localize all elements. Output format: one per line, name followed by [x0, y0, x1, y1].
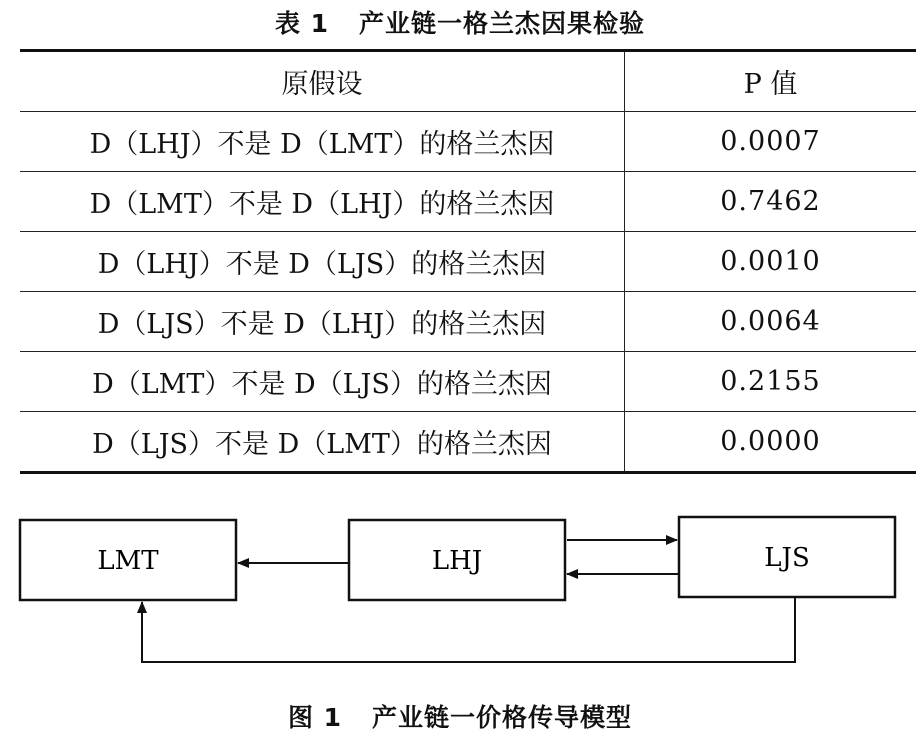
- hypothesis-cell: D（LMT）不是 D（LJS）的格兰杰因: [20, 352, 625, 412]
- table-row: [20, 352, 916, 412]
- pvalue-cell: 0.0064: [625, 292, 917, 352]
- hypothesis-cell: D（LMT）不是 D（LHJ）的格兰杰因: [20, 172, 625, 232]
- pvalue-cell: 0.2155: [625, 352, 917, 412]
- header-hypothesis: 原假设: [20, 51, 625, 112]
- node-lhj-label: LHJ: [431, 546, 483, 576]
- figure-number: 图 1: [287, 703, 343, 732]
- pvalue-cell: 0.0010: [625, 232, 917, 292]
- pvalue-cell: 0.0000: [625, 412, 917, 473]
- pvalue-cell: 0.7462: [625, 172, 917, 232]
- hypothesis-cell: D（LJS）不是 D（LMT）的格兰杰因: [20, 412, 625, 473]
- hypothesis-cell: D（LJS）不是 D（LHJ）的格兰杰因: [20, 292, 625, 352]
- pvalue-cell: 0.0007: [625, 112, 917, 172]
- table-row: [20, 232, 916, 292]
- table-row: [20, 172, 916, 232]
- node-ljs: [679, 517, 895, 597]
- header-pvalue: P 值: [625, 51, 917, 112]
- table-header-row: [20, 51, 916, 112]
- node-lhj: [349, 520, 565, 600]
- price-transmission-diagram: [0, 500, 920, 670]
- hypothesis-cell: D（LHJ）不是 D（LJS）的格兰杰因: [20, 232, 625, 292]
- granger-causality-table: [20, 49, 916, 474]
- node-lmt: [20, 520, 236, 600]
- table-row: [20, 112, 916, 172]
- table-row: [20, 292, 916, 352]
- table-row: [20, 412, 916, 473]
- table-number: 表 1: [274, 9, 330, 38]
- node-ljs-label: LJS: [764, 543, 810, 573]
- arrow-ljs-to-lmt: [142, 597, 795, 662]
- table-title: [0, 4, 920, 40]
- figure-caption: [0, 698, 920, 734]
- figure-title: 产业链一价格传导模型: [372, 703, 633, 732]
- node-lmt-label: LMT: [97, 546, 159, 576]
- hypothesis-cell: D（LHJ）不是 D（LMT）的格兰杰因: [20, 112, 625, 172]
- table-caption: 产业链一格兰杰因果检验: [359, 9, 646, 38]
